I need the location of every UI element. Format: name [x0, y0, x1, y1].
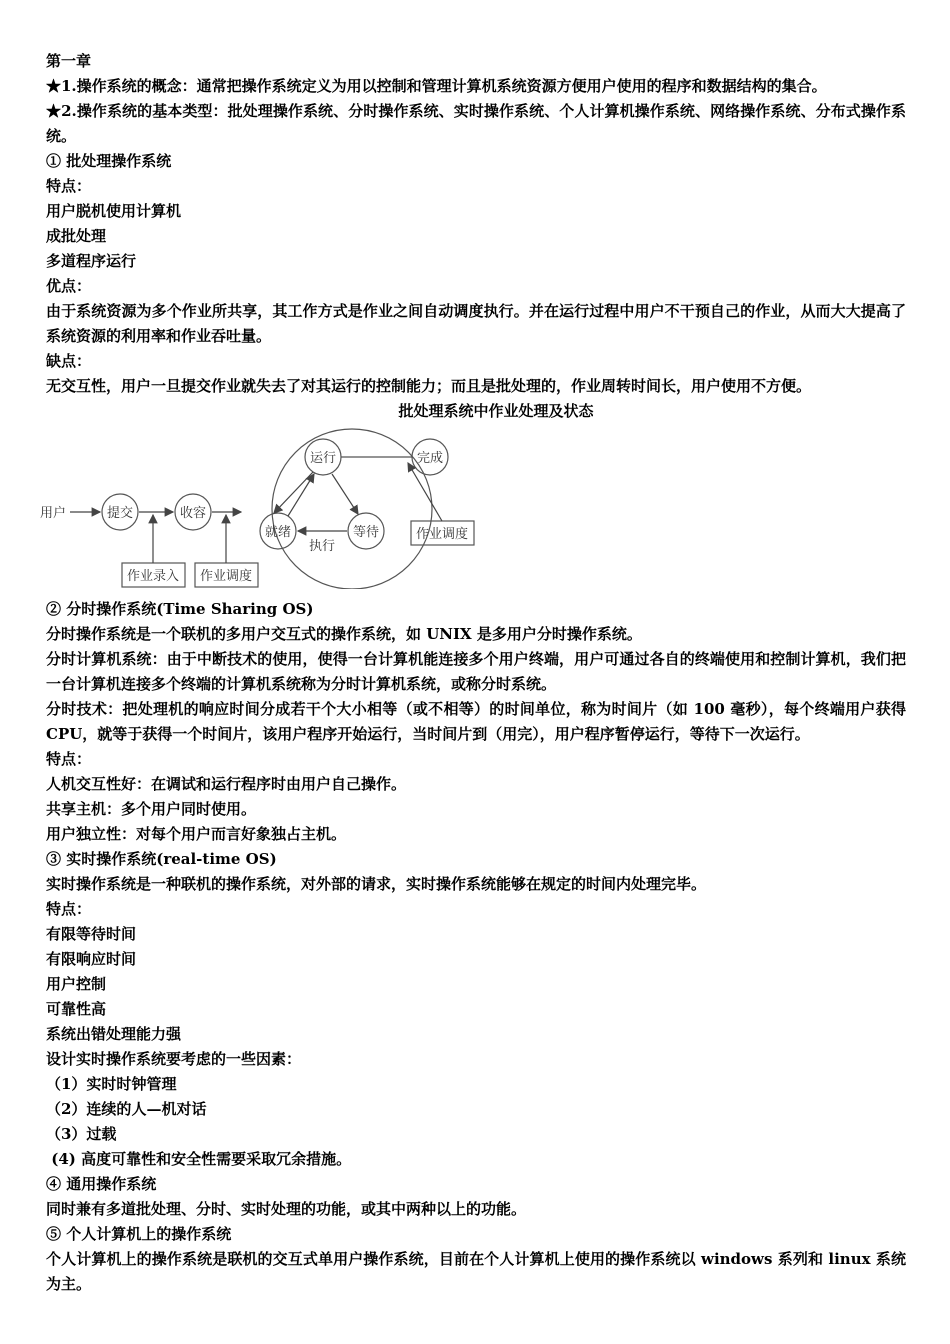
- os-types-paragraph: ★2.操作系统的基本类型：批处理操作系统、分时操作系统、实时操作系统、个人计算机操作系统、网络操作系统、分布式操作系统。: [46, 102, 906, 145]
- label-exec: 执行: [309, 539, 336, 554]
- pc-os-text: 个人计算机上的操作系统是联机的交互式单用户操作系统，目前在个人计算机上使用的操作系统以 windows 系列和 linux 系统为主。: [46, 1250, 906, 1293]
- timesharing-technique: 分时技术：把处理机的响应时间分成若干个大小相等（或不相等）的时间单位，称为时间片（如 100 毫秒），每个终端用户获得 CPU，就等于获得一个时间片，该用户程序开始运行，当时间片到（用完），用户程序暂停运行，等待下一次运行。: [46, 700, 906, 743]
- label-user: 用户: [40, 506, 67, 521]
- realtime-factor-item: (4) 高度可靠性和安全性需要采取冗余措施。: [46, 1150, 352, 1168]
- realtime-feature-item: 系统出错处理能力强: [46, 1025, 182, 1043]
- batch-job-state-diagram: [40, 423, 480, 589]
- general-os-heading: ④ 通用操作系统: [46, 1175, 157, 1193]
- realtime-os-heading: ③ 实时操作系统(real-time OS): [46, 850, 277, 868]
- label-ready: 就绪: [265, 525, 292, 540]
- label-submit: 提交: [107, 506, 134, 521]
- realtime-factor-item: （2）连续的人—机对话: [46, 1100, 207, 1118]
- realtime-factor-item: （3）过载: [46, 1125, 117, 1143]
- realtime-features-label: 特点：: [46, 900, 92, 918]
- timesharing-feature-item: 用户独立性：对每个用户而言好象独占主机。: [46, 825, 347, 843]
- batch-cons-text: 无交互性，用户一旦提交作业就失去了对其运行的控制能力；而且是批处理的，作业周转时间长，用户使用不方便。: [46, 377, 812, 395]
- timesharing-os-heading: ② 分时操作系统(Time Sharing OS): [46, 600, 314, 618]
- realtime-intro: 实时操作系统是一种联机的操作系统，对外部的请求，实时操作系统能够在规定的时间内处理完毕。: [46, 875, 707, 893]
- timesharing-intro: 分时操作系统是一个联机的多用户交互式的操作系统，如 UNIX 是多用户分时操作系统。: [46, 625, 642, 643]
- label-job-scheduler-1: 作业调度: [200, 569, 253, 584]
- batch-pros-text: 由于系统资源为多个作业所共享，其工作方式是作业之间自动调度执行。并在运行过程中用户不干预自己的作业，从而大大提高了系统资源的利用率和作业吞吐量。: [46, 302, 906, 345]
- realtime-feature-item: 有限响应时间: [46, 950, 137, 968]
- label-wait: 等待: [353, 525, 380, 540]
- timesharing-feature-item: 人机交互性好：在调试和运行程序时由用户自己操作。: [46, 775, 407, 793]
- realtime-factors-label: 设计实时操作系统要考虑的一些因素：: [46, 1050, 302, 1068]
- realtime-feature-item: 用户控制: [46, 975, 107, 993]
- general-os-text: 同时兼有多道批处理、分时、实时处理的功能，或其中两种以上的功能。: [46, 1200, 527, 1218]
- system-boundary-circle: [272, 429, 432, 589]
- diagram-caption: 批处理系统中作业处理及状态: [398, 402, 594, 420]
- timesharing-features-label: 特点：: [46, 750, 92, 768]
- batch-feature-item: 多道程序运行: [46, 252, 137, 270]
- label-admit: 收容: [180, 506, 207, 521]
- batch-cons-label: 缺点：: [46, 352, 92, 370]
- label-job-entry: 作业录入: [127, 569, 180, 584]
- pc-os-heading: ⑤ 个人计算机上的操作系统: [46, 1225, 232, 1243]
- realtime-feature-item: 有限等待时间: [46, 925, 137, 943]
- batch-feature-item: 成批处理: [46, 227, 107, 245]
- timesharing-computer-system: 分时计算机系统：由于中断技术的使用，使得一台计算机能连接多个用户终端，用户可通过各自的终端使用和控制计算机，我们把一台计算机连接多个终端的计算机系统称为分时计算机系统，或称分时系统。: [46, 650, 906, 693]
- label-job-scheduler-2: 作业调度: [416, 527, 469, 542]
- batch-pros-label: 优点：: [46, 277, 92, 295]
- chapter-title: 第一章: [46, 52, 92, 70]
- label-done: 完成: [417, 451, 444, 466]
- timesharing-feature-item: 共享主机：多个用户同时使用。: [46, 800, 257, 818]
- label-run: 运行: [310, 451, 337, 466]
- realtime-factor-item: （1）实时时钟管理: [46, 1075, 177, 1093]
- batch-feature-item: 用户脱机使用计算机: [46, 202, 182, 220]
- os-concept-paragraph: ★1.操作系统的概念：通常把操作系统定义为用以控制和管理计算机系统资源方便用户使用的程序和数据结构的集合。: [46, 77, 827, 95]
- realtime-feature-item: 可靠性高: [46, 1000, 107, 1018]
- batch-os-heading: ① 批处理操作系统: [46, 152, 172, 170]
- batch-features-label: 特点：: [46, 177, 92, 195]
